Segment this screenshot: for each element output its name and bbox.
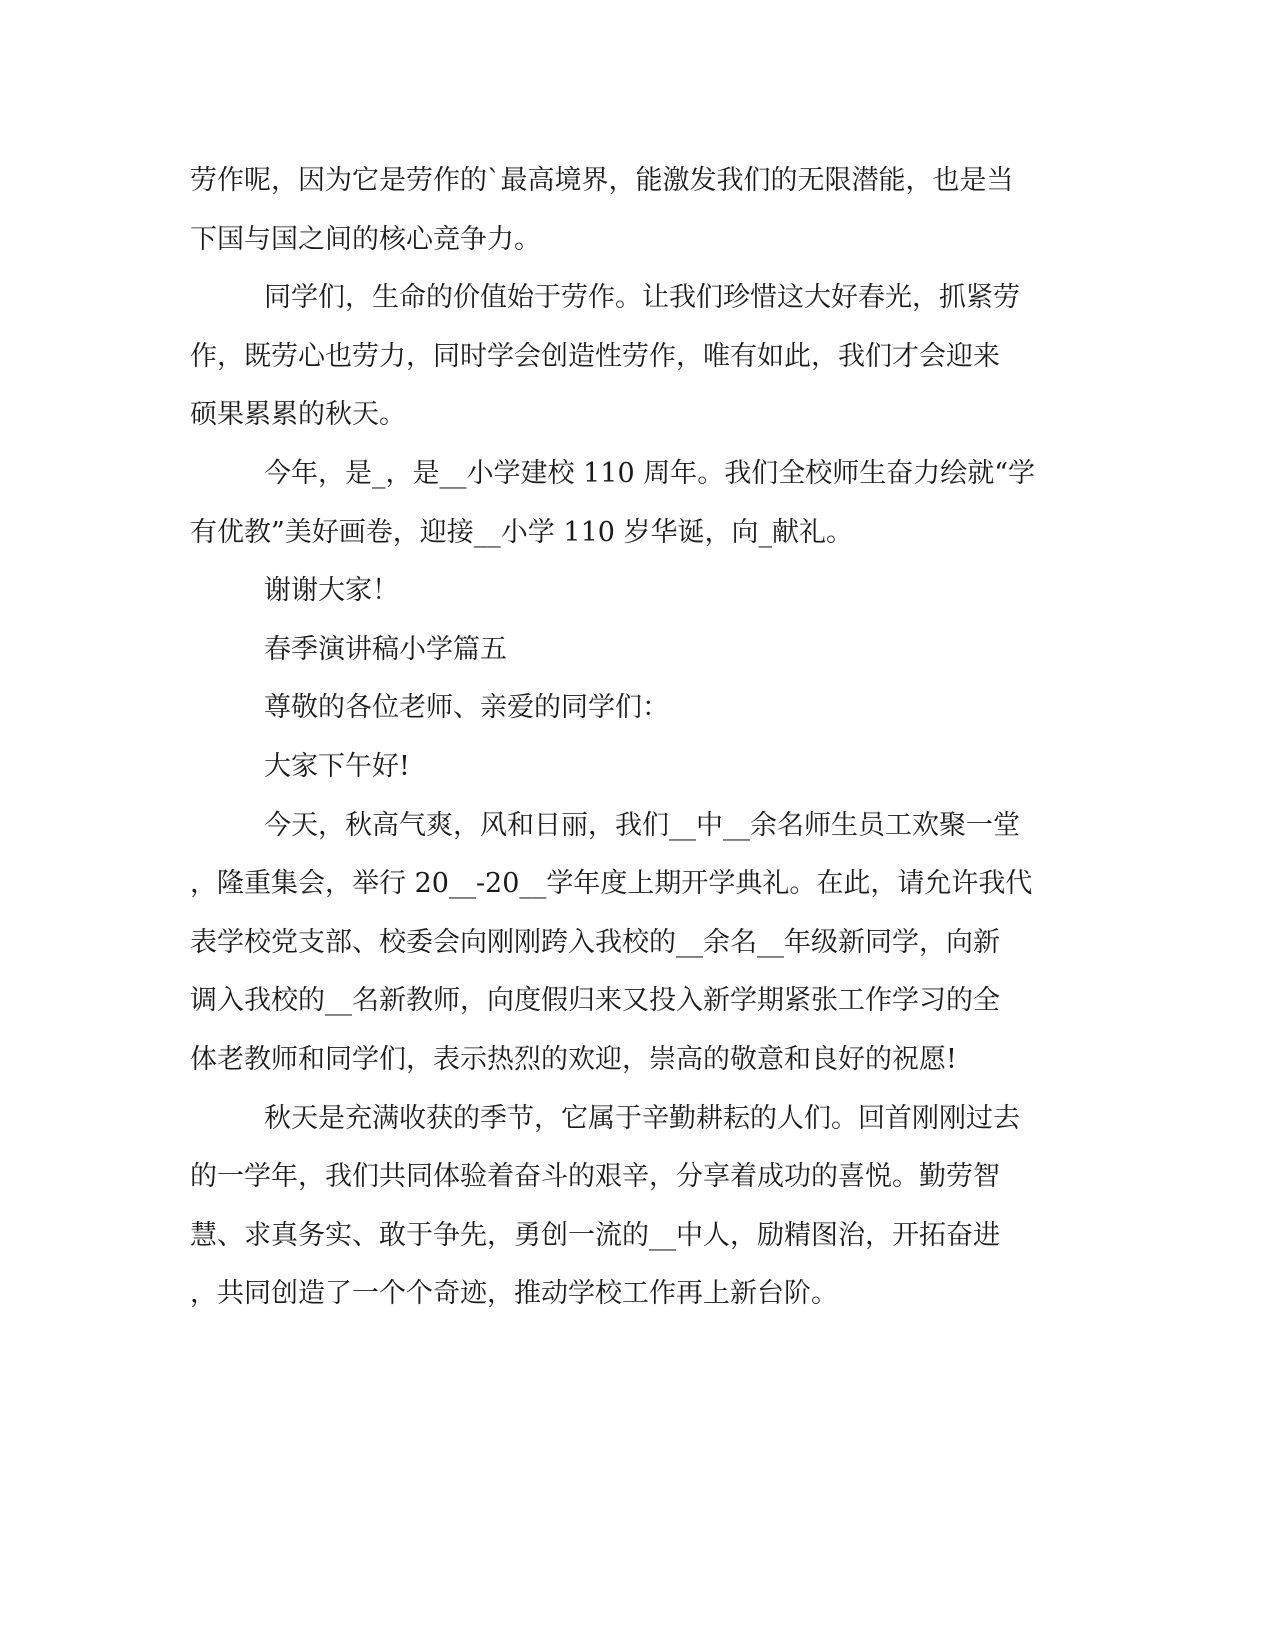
text-line: 大家下午好! xyxy=(264,751,410,782)
text-line: 硕果累累的秋天。 xyxy=(190,399,406,430)
text-line: 表学校党支部、校委会向刚刚跨入我校的__余名__年级新同学，向新 xyxy=(190,927,1000,958)
text-line: ，隆重集会，举行 20__-20__学年度上期开学典礼。在此，请允许我代 xyxy=(190,868,1033,899)
text-line: 有优教”美好画卷，迎接__小学 110 岁华诞，向_献礼。 xyxy=(190,517,854,548)
section-heading: 春季演讲稿小学篇五 xyxy=(264,634,507,665)
text-line: 下国与国之间的核心竞争力。 xyxy=(190,224,541,255)
text-line: 调入我校的__名新教师，向度假归来又投入新学期紧张工作学习的全 xyxy=(190,985,1000,1016)
text-line: 作，既劳心也劳力，同时学会创造性劳作，唯有如此，我们才会迎来 xyxy=(190,341,1000,372)
text-line: 谢谢大家！ xyxy=(264,575,399,606)
text-line: 慧、求真务实、敢于争先，勇创一流的__中人，励精图治，开拓奋进 xyxy=(190,1220,1000,1251)
text-line: 今年，是_，是__小学建校 110 周年。我们全校师生奋力绘就“学 xyxy=(264,458,1036,489)
text-line: 同学们，生命的价值始于劳作。让我们珍惜这大好春光，抓紧劳 xyxy=(264,282,1020,313)
text-line: 体老教师和同学们，表示热烈的欢迎，崇高的敬意和良好的祝愿! xyxy=(190,1044,957,1075)
text-line: ，共同创造了一个个奇迹，推动学校工作再上新台阶。 xyxy=(190,1278,838,1309)
text-line: 今天，秋高气爽，风和日丽，我们__中__余名师生员工欢聚一堂 xyxy=(264,810,1020,841)
text-line: 秋天是充满收获的季节，它属于辛勤耕耘的人们。回首刚刚过去 xyxy=(264,1103,1020,1134)
text-line: 劳作呢，因为它是劳作的`最高境界，能激发我们的无限潜能，也是当 xyxy=(190,165,1014,196)
text-line: 尊敬的各位老师、亲爱的同学们： xyxy=(264,692,669,723)
text-line: 的一学年，我们共同体验着奋斗的艰辛，分享着成功的喜悦。勤劳智 xyxy=(190,1161,1000,1192)
